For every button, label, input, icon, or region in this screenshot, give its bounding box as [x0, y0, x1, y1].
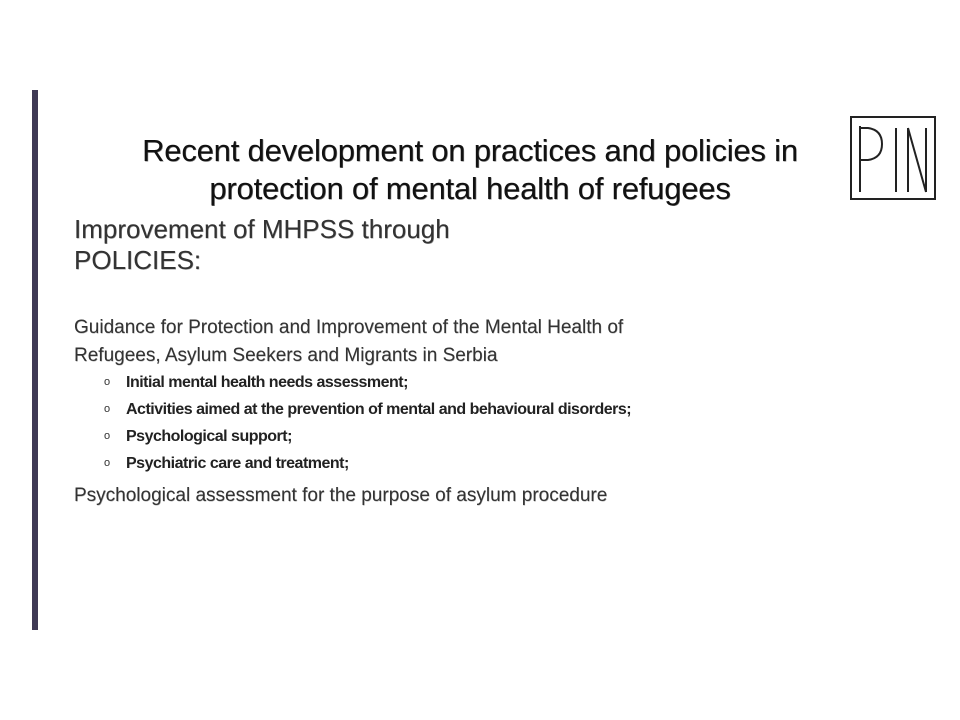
guidance-paragraph [74, 314, 623, 370]
bullet-text: Psychological support; [126, 428, 292, 445]
list-item [104, 396, 631, 423]
accent-bar [32, 90, 38, 630]
title-line-1: Recent development on practices and policies in [142, 133, 798, 168]
bullet-text: Initial mental health needs assessment; [126, 374, 408, 391]
pin-logo [850, 116, 936, 200]
bullet-text: Psychiatric care and treatment; [126, 455, 349, 472]
bullet-circle-icon: o [104, 403, 110, 416]
assessment-text: Psychological assessment for the purpose of asylum procedure [74, 485, 608, 506]
title-line-2: protection of mental health of refugees [209, 171, 731, 206]
section-heading [74, 214, 450, 276]
bullet-circle-icon: o [104, 376, 110, 389]
bullet-text: Activities aimed at the prevention of mental and behavioural disorders; [126, 401, 632, 418]
guidance-line-1: Guidance for Protection and Improvement of the Mental Health of [74, 317, 624, 338]
heading-line-1: Improvement of MHPSS through [74, 214, 450, 244]
list-item [104, 450, 631, 477]
bullet-circle-icon: o [104, 430, 110, 443]
guidance-bullet-list [104, 369, 631, 477]
slide-title [60, 132, 880, 208]
list-item [104, 423, 631, 450]
guidance-line-2: Refugees, Asylum Seekers and Migrants in Serbia [74, 345, 498, 366]
heading-line-2: POLICIES: [74, 245, 202, 275]
bullet-circle-icon: o [104, 457, 110, 470]
pin-logo-graphic [852, 118, 934, 198]
list-item [104, 369, 631, 396]
